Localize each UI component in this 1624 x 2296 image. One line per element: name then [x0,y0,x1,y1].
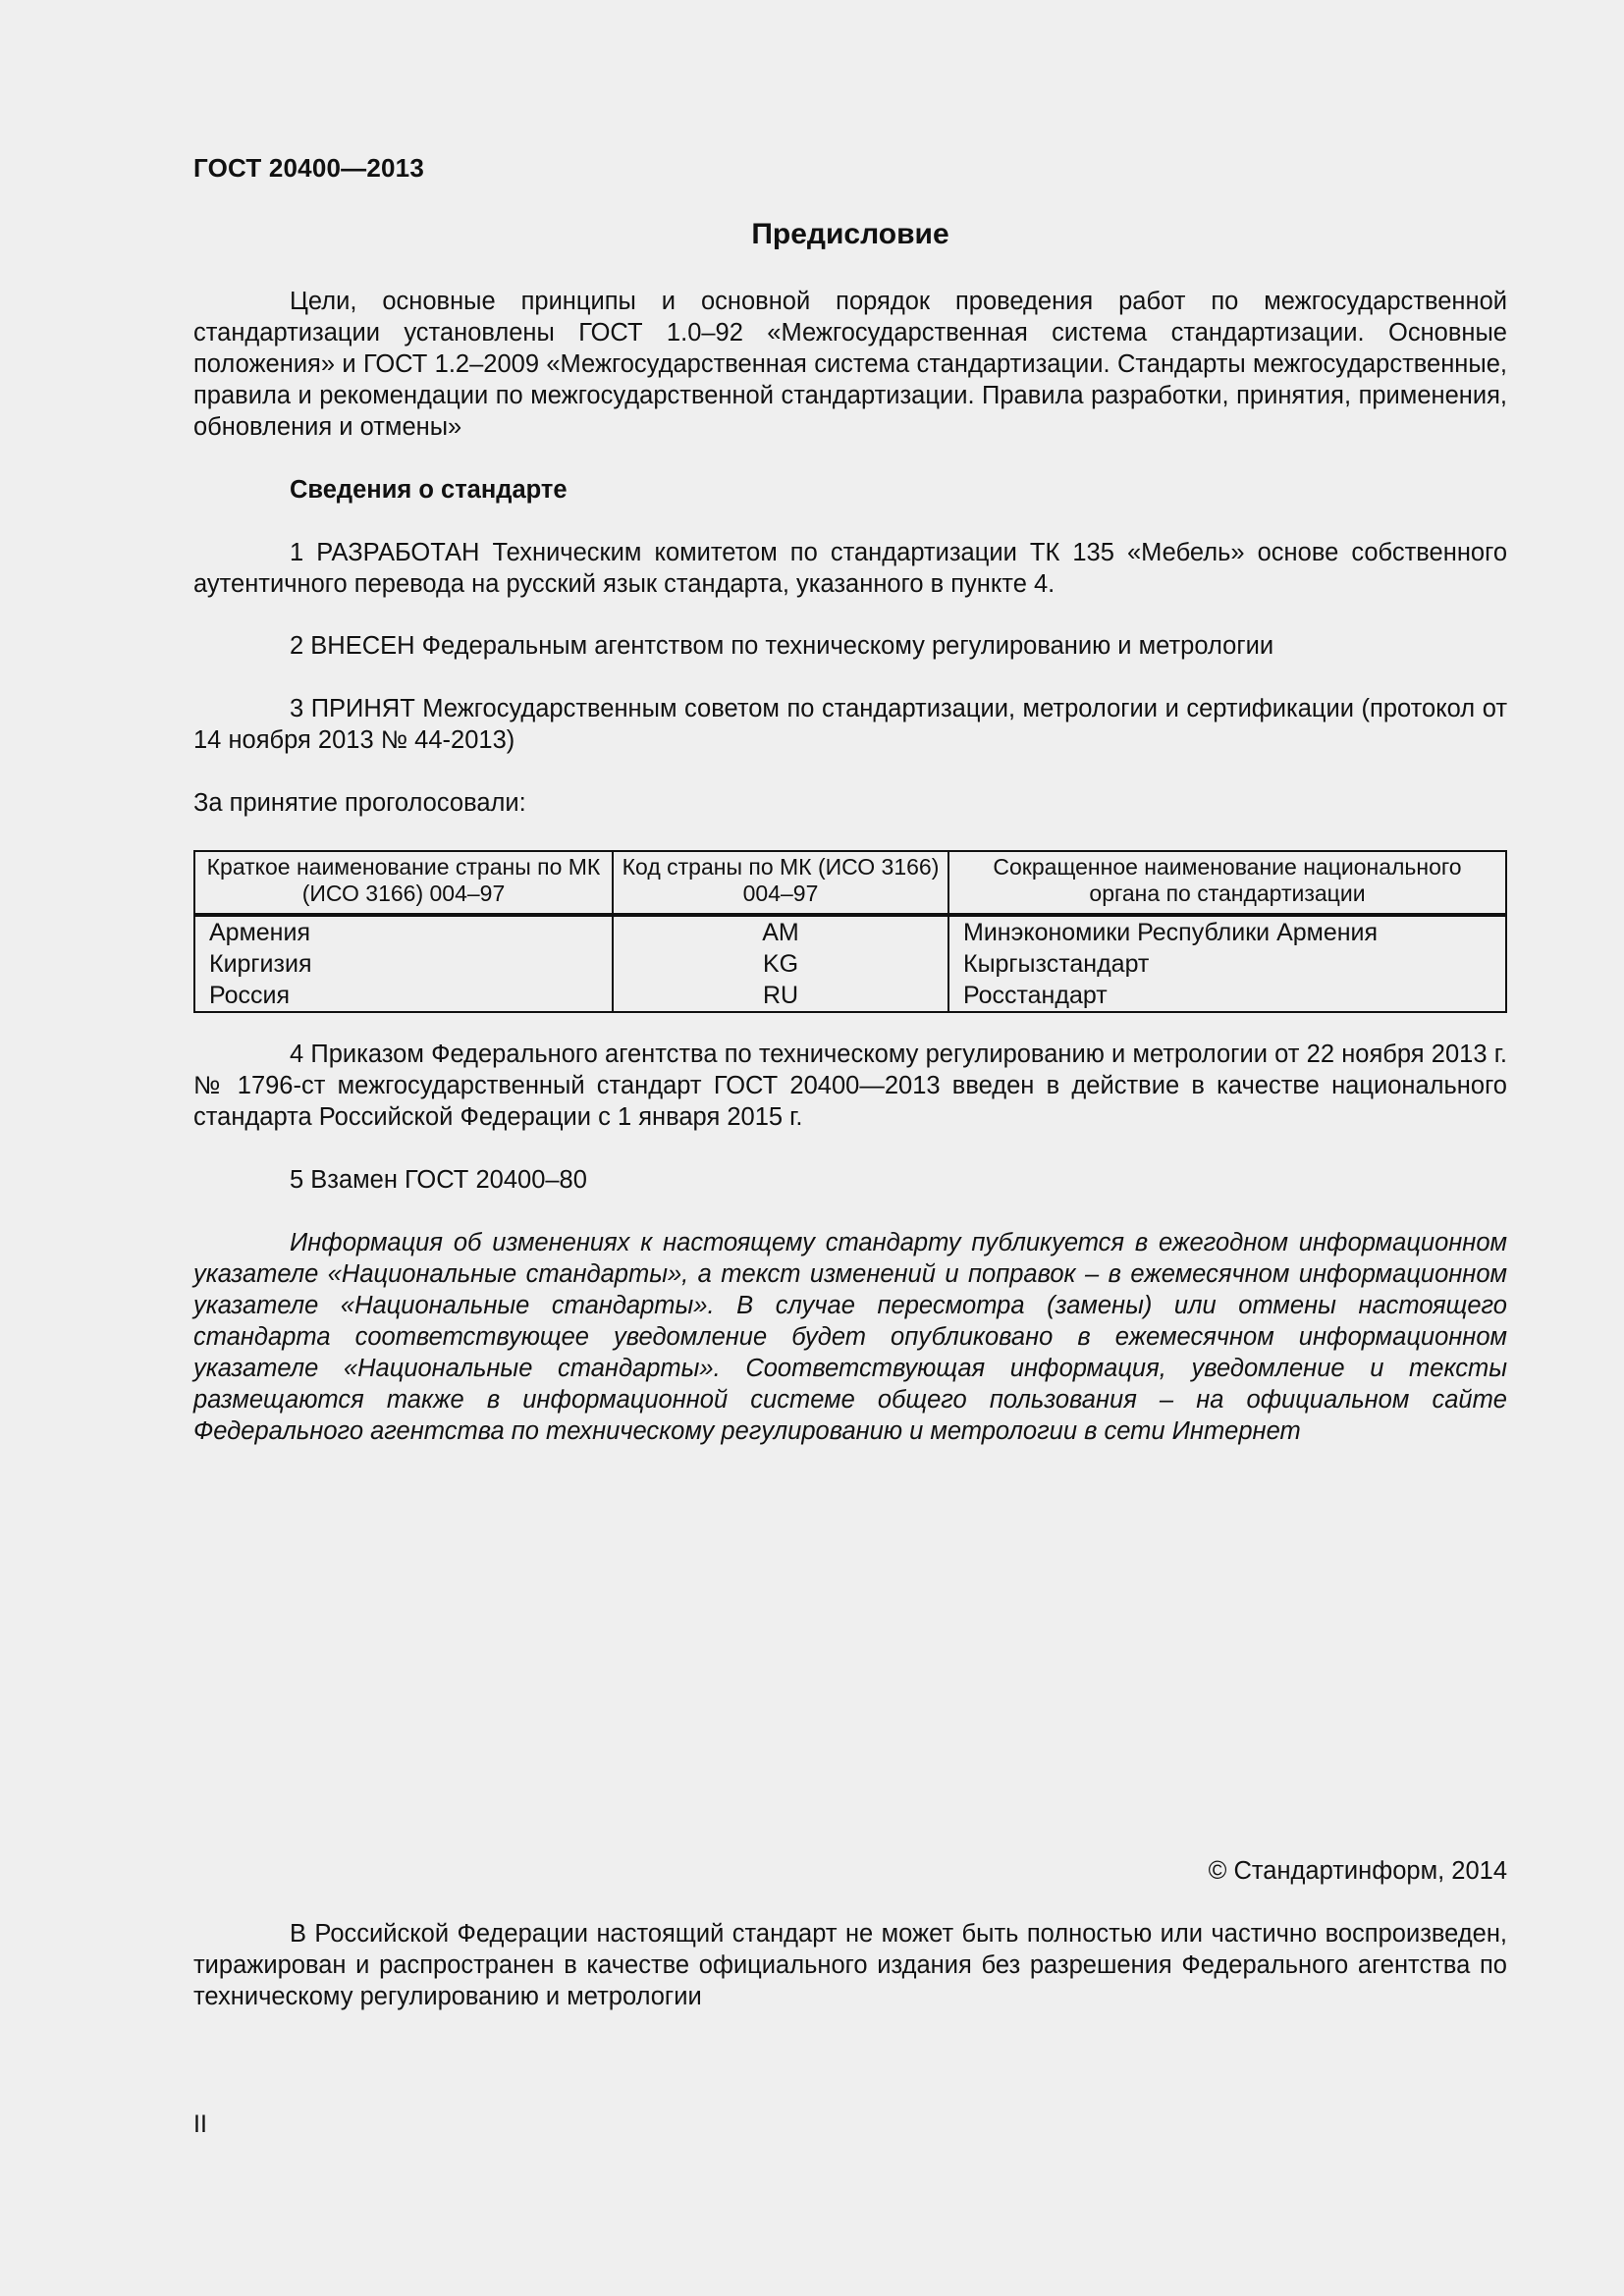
intro-paragraph: Цели, основные принципы и основной порядок проведения работ по межгосударственной стандартизации установлены ГОСТ 1.0–92 «Межгосударственная система стандартизации. Основные положения» и ГОСТ 1.2–2009 «Межгосударственная система стандартизации. Стандарты межгосударственные, правила и рекомендации по межгосударственной стандартизации. Правила разработки, принятия, применения, обновления и отмены» [193,288,1507,441]
national-body: Кыргызстандарт [948,948,1506,980]
country-name: Киргизия [194,948,613,980]
page-title: Предисловие [751,218,949,250]
page-number: II [193,2110,207,2138]
item-adopted: 3 ПРИНЯТ Межгосударственным советом по стандартизации, метрологии и сертификации (протокол от 14 ноября 2013 № 44-2013) [193,695,1507,754]
country-code: AM [613,915,948,948]
info-heading: Сведения о стандарте [290,476,568,504]
country-code: KG [613,948,948,980]
country-name: Россия [194,980,613,1012]
reproduction-notice: В Российской Федерации настоящий стандарт не может быть полностью или частично воспроизведен, тиражирован и распространен в качестве официального издания без разрешения Федерального агентства по техническому регулированию и метрологии [193,1920,1507,2010]
copyright: © Стандартинформ, 2014 [1208,1857,1507,1885]
item-introduced: 2 ВНЕСЕН Федеральным агентством по техническому регулированию и метрологии [290,632,1274,660]
table-header-country: Краткое наименование страны по МК (ИСО 3166) 004–97 [194,851,613,915]
table-header-body: Сокращенное наименование национального органа по стандартизации [948,851,1506,915]
voted-label: За принятие проголосовали: [193,789,526,817]
table-row [194,915,1506,948]
table-header-code: Код страны по МК (ИСО 3166) 004–97 [613,851,948,915]
countries-table [193,850,1507,1013]
country-code: RU [613,980,948,1012]
item-developed: 1 РАЗРАБОТАН Техническим комитетом по стандартизации ТК 135 «Мебель» основе собственного аутентичного перевода на русский язык стандарта, указанного в пункте 4. [193,539,1507,598]
country-name: Армения [194,915,613,948]
national-body: Росстандарт [948,980,1506,1012]
table-header-row [194,851,1506,915]
document-page [193,0,1507,2296]
changes-notice: Информация об изменениях к настоящему стандарту публикуется в ежегодном информационном указателе «Национальные стандарты», а текст изменений и поправок – в ежемесячном информационном указателе «Национальные стандарты». В случае пересмотра (замены) или отмены настоящего стандарта соответствующее уведомление будет опубликовано в ежемесячном информационном указателе «Национальные стандарты». Соответствующая информация, уведомление и тексты размещаются также в информационной системе общего пользования – на официальном сайте Федерального агентства по техническому регулированию и метрологии в сети Интернет [193,1229,1507,1445]
national-body: Минэкономики Республики Армения [948,915,1506,948]
item-replaces: 5 Взамен ГОСТ 20400–80 [290,1166,587,1194]
document-code: ГОСТ 20400—2013 [193,153,424,183]
table-row [194,948,1506,980]
table-row [194,980,1506,1012]
item-order: 4 Приказом Федерального агентства по техническому регулированию и метрологии от 22 ноября 2013 г. № 1796-ст межгосударственный стандарт ГОСТ 20400—2013 введен в действие в качестве национального стандарта Российской Федерации с 1 января 2015 г. [193,1041,1507,1131]
